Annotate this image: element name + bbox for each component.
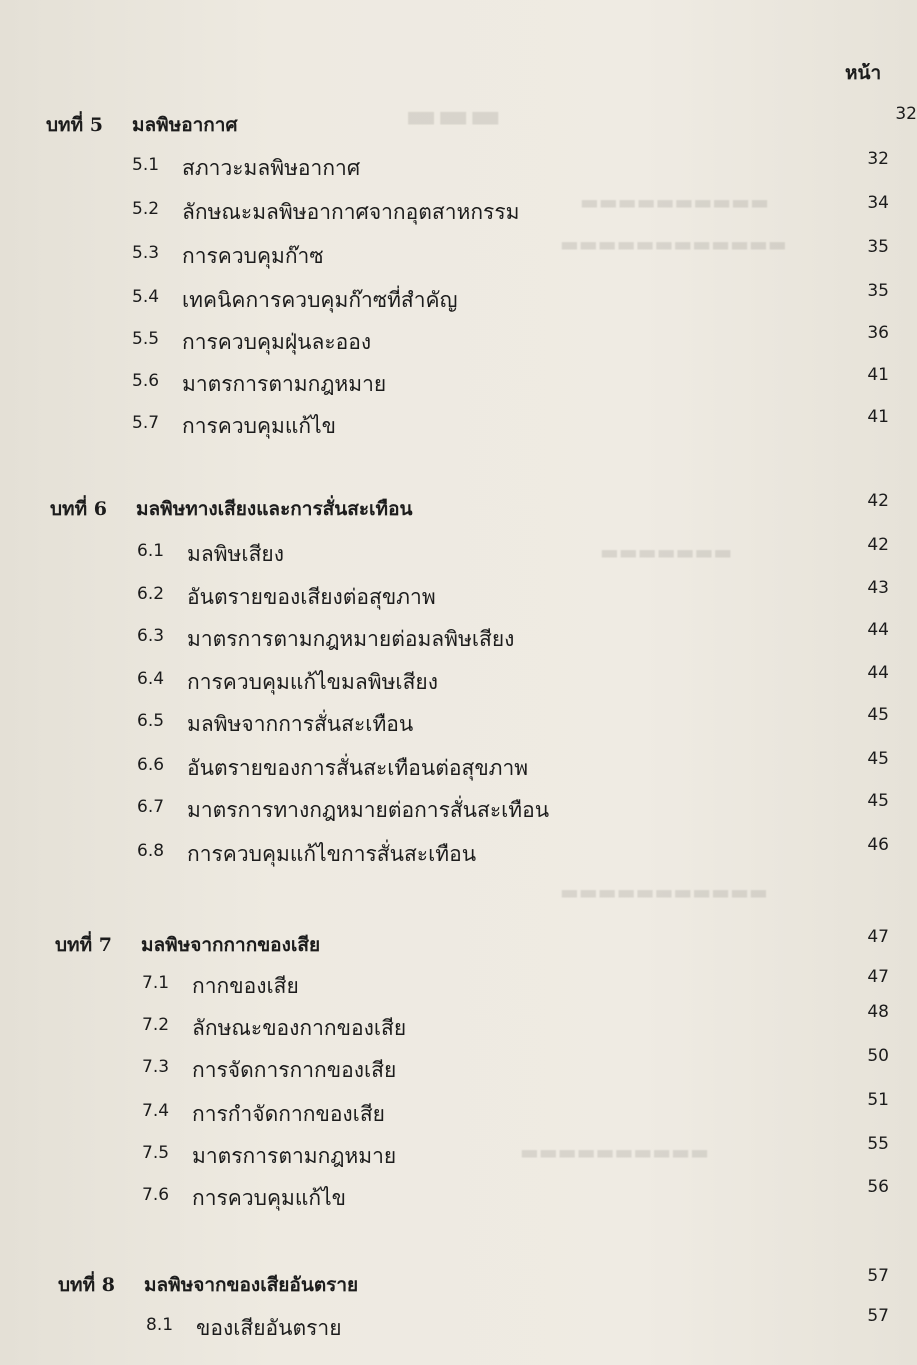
- section-title: กากของเสีย: [192, 974, 299, 998]
- section-title: สภาวะมลพิษอากาศ: [182, 156, 361, 180]
- section-title: มาตรการตามกฎหมาย: [192, 1144, 397, 1168]
- page-number: 45: [867, 791, 889, 811]
- section-number: 5.2: [132, 199, 160, 219]
- page-number: 34: [867, 193, 889, 213]
- toc-section-row[interactable]: [132, 365, 889, 404]
- toc-section-row[interactable]: [132, 237, 889, 276]
- toc-section-row[interactable]: [142, 1002, 889, 1048]
- section-number: 7.6: [142, 1185, 170, 1205]
- chapter-label: บทที่ 6: [50, 498, 107, 520]
- page-number: 50: [867, 1046, 889, 1066]
- toc-section-row[interactable]: [132, 149, 889, 188]
- page-number: 51: [867, 1090, 889, 1110]
- toc-section-row[interactable]: [137, 791, 889, 830]
- toc-chapter-row[interactable]: [50, 491, 889, 530]
- section-number: 7.3: [142, 1057, 170, 1077]
- page-number: 44: [867, 663, 889, 683]
- show-through-bleed: ▬▬▬▬▬▬▬▬▬▬▬: [560, 880, 768, 904]
- section-title: การควบคุมแก้ไข: [182, 414, 337, 438]
- toc-section-row[interactable]: [132, 323, 889, 362]
- toc-section-row[interactable]: [142, 1177, 889, 1218]
- page-number: 32: [867, 149, 889, 169]
- toc-chapter-row[interactable]: [46, 104, 917, 146]
- page-number: 36: [867, 323, 889, 343]
- toc-chapter-row[interactable]: [58, 1266, 889, 1306]
- section-title: การควบคุมแก้ไข: [192, 1186, 347, 1210]
- section-number: 5.7: [132, 413, 160, 433]
- section-number: 7.1: [142, 973, 170, 993]
- section-title: การจัดการกากของเสีย: [192, 1058, 397, 1082]
- section-number: 5.3: [132, 243, 160, 263]
- show-through-bleed: ▬▬▬▬▬▬▬▬▬▬▬▬: [560, 232, 787, 256]
- page-number: 42: [867, 491, 889, 511]
- section-number: 6.7: [137, 797, 165, 817]
- page-number: 47: [867, 927, 889, 947]
- section-number: 5.4: [132, 287, 160, 307]
- section-number: 6.2: [137, 584, 165, 604]
- toc-section-row[interactable]: [142, 1090, 889, 1134]
- show-through-bleed: ▬▬▬▬▬▬▬: [600, 540, 733, 564]
- page-number: 35: [867, 281, 889, 301]
- toc-section-row[interactable]: [132, 281, 889, 320]
- toc-section-row[interactable]: [137, 705, 889, 744]
- toc-section-row[interactable]: [137, 663, 889, 702]
- page-number: 57: [867, 1306, 889, 1326]
- chapter-title: มลพิษจากของเสียอันตราย: [144, 1274, 359, 1296]
- section-title: มลพิษเสียง: [187, 542, 284, 566]
- section-title: มาตรการทางกฎหมายต่อการสั่นสะเทือน: [187, 798, 550, 822]
- page-number: 46: [867, 835, 889, 855]
- section-number: 5.6: [132, 371, 160, 391]
- page-number: 41: [867, 407, 889, 427]
- page-column-header: หน้า: [845, 62, 882, 84]
- toc-section-row[interactable]: [132, 193, 889, 232]
- section-number: 6.6: [137, 755, 165, 775]
- page-number: 47: [867, 967, 889, 987]
- section-number: 6.4: [137, 669, 165, 689]
- page-number: 55: [867, 1134, 889, 1154]
- section-number: 6.1: [137, 541, 165, 561]
- toc-section-row[interactable]: [137, 749, 889, 788]
- section-title: ลักษณะมลพิษอากาศจากอุตสาหกรรม: [182, 200, 520, 224]
- section-title: มาตรการตามกฎหมาย: [182, 372, 387, 396]
- section-title: เทคนิคการควบคุมก๊าซที่สำคัญ: [182, 288, 458, 312]
- section-title: การกำจัดกากของเสีย: [192, 1102, 385, 1126]
- section-number: 6.5: [137, 711, 165, 731]
- page-number: 43: [867, 578, 889, 598]
- section-title: ลักษณะของกากของเสีย: [192, 1016, 407, 1040]
- section-title: การควบคุมแก้ไขการสั่นสะเทือน: [187, 842, 477, 866]
- show-through-bleed: ▬▬▬▬▬▬▬▬▬▬: [520, 1140, 709, 1164]
- section-number: 7.5: [142, 1143, 170, 1163]
- chapter-title: มลพิษอากาศ: [132, 114, 238, 136]
- chapter-label: บทที่ 8: [58, 1274, 115, 1296]
- section-title: มลพิษจากการสั่นสะเทือน: [187, 712, 414, 736]
- toc-section-row[interactable]: [142, 967, 889, 1006]
- section-title: ของเสียอันตราย: [196, 1316, 342, 1340]
- toc-section-row[interactable]: [132, 407, 889, 446]
- chapter-title: มลพิษทางเสียงและการสั่นสะเทือน: [136, 498, 413, 520]
- toc-section-row[interactable]: [137, 620, 889, 659]
- section-title: อันตรายของเสียงต่อสุขภาพ: [187, 585, 436, 609]
- section-title: การควบคุมก๊าซ: [182, 244, 324, 268]
- toc-section-row[interactable]: [142, 1134, 889, 1176]
- section-title: อันตรายของการสั่นสะเทือนต่อสุขภาพ: [187, 756, 529, 780]
- toc-section-row[interactable]: [137, 578, 889, 617]
- section-number: 8.1: [146, 1315, 174, 1335]
- show-through-bleed: ▬▬▬▬▬▬▬▬▬▬: [580, 190, 769, 214]
- chapter-label: บทที่ 5: [46, 114, 103, 136]
- page-number: 41: [867, 365, 889, 385]
- section-title: การควบคุมแก้ไขมลพิษเสียง: [187, 670, 438, 694]
- chapter-title: มลพิษจากกากของเสีย: [141, 934, 321, 956]
- page-number: 45: [867, 705, 889, 725]
- section-number: 5.5: [132, 329, 160, 349]
- section-number: 5.1: [132, 155, 160, 175]
- section-title: การควบคุมฝุ่นละออง: [182, 330, 372, 354]
- section-number: 7.4: [142, 1101, 170, 1121]
- chapter-label: บทที่ 7: [55, 934, 112, 956]
- page-number: 44: [867, 620, 889, 640]
- page-number: 48: [867, 1002, 889, 1022]
- section-number: 6.3: [137, 626, 165, 646]
- toc-section-row[interactable]: [137, 535, 889, 574]
- page-number: 35: [867, 237, 889, 257]
- page-number: 56: [867, 1177, 889, 1197]
- page-number: 45: [867, 749, 889, 769]
- section-number: 6.8: [137, 841, 165, 861]
- page-number: 42: [867, 535, 889, 555]
- toc-chapter-row[interactable]: [55, 927, 889, 966]
- toc-section-row[interactable]: [142, 1046, 889, 1090]
- show-through-bleed: ▬▬▬: [405, 96, 502, 136]
- section-number: 7.2: [142, 1015, 170, 1035]
- toc-section-row[interactable]: [146, 1306, 889, 1348]
- section-title: มาตรการตามกฎหมายต่อมลพิษเสียง: [187, 627, 515, 651]
- page-number: 32: [895, 104, 917, 124]
- toc-section-row[interactable]: [137, 835, 889, 874]
- page-number: 57: [867, 1266, 889, 1286]
